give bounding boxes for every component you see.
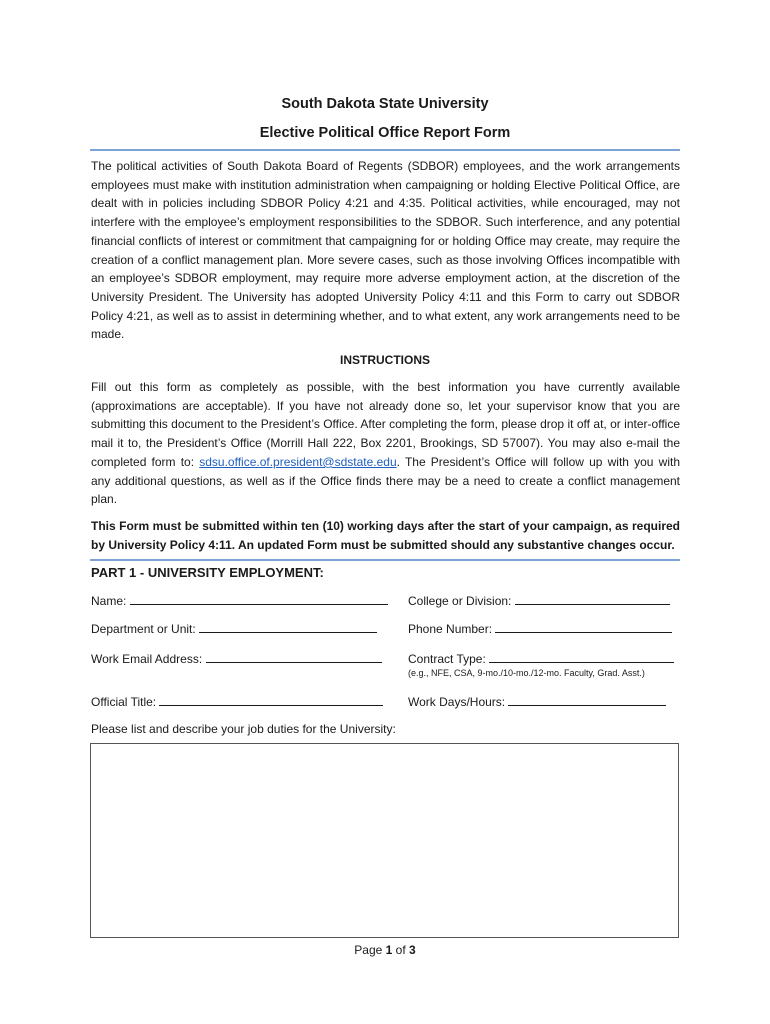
work-days-input-line[interactable] [508, 694, 666, 706]
official-title-input-line[interactable] [159, 694, 383, 706]
official-title-label: Official Title: [91, 695, 157, 709]
official-title-field [91, 694, 383, 709]
instructions-paragraph [91, 378, 680, 509]
job-duties-label: Please list and describe your job duties for the University: [91, 722, 396, 736]
form-title: Elective Political Office Report Form [259, 125, 511, 141]
submission-notice: This Form must be submitted within ten (10) working days after the start of your campaign, as required by University Policy 4:11. An updated Form must be submitted should any substantive changes occur. [91, 519, 680, 552]
name-field [91, 593, 388, 608]
contract-type-input-line[interactable] [489, 651, 674, 663]
college-field [408, 593, 670, 608]
contract-type-label: Contract Type: [408, 652, 486, 666]
title-divider [90, 149, 680, 151]
work-email-input-line[interactable] [206, 651, 382, 663]
work-email-field [91, 651, 382, 666]
page-current: 1 [385, 943, 393, 957]
page-total: 3 [409, 943, 416, 957]
contract-type-hint: (e.g., NFE, CSA, 9-mo./10-mo./12-mo. Faculty, Grad. Asst.) [408, 668, 645, 678]
part1-heading: PART 1 - UNIVERSITY EMPLOYMENT: [91, 565, 324, 580]
of-word: of [395, 943, 406, 957]
phone-field [408, 621, 672, 636]
job-duties-textbox[interactable] [90, 743, 679, 938]
instructions-heading: INSTRUCTIONS [340, 353, 430, 367]
department-label: Department or Unit: [91, 622, 196, 636]
name-label: Name: [91, 594, 127, 608]
phone-input-line[interactable] [495, 621, 672, 633]
college-input-line[interactable] [515, 593, 670, 605]
work-email-label: Work Email Address: [91, 652, 203, 666]
contract-type-field [408, 651, 674, 666]
work-days-field [408, 694, 666, 709]
college-label: College or Division: [408, 594, 512, 608]
department-field [91, 621, 377, 636]
instructions-text-start: Fill out this form as completely as possible, with the best information you have currently available (approximations are acceptable). If you have not already done so, let your supervisor know that you are submitting this document to the President’s Office. After completing the form, please drop it off at, or inter-office mail it to, the President’s Office (Morrill Hall 222, Box 2201, Brookings, SD 57007). You may also e-mail the completed form to: [91, 380, 680, 469]
notice-divider [90, 559, 680, 561]
intro-paragraph: The political activities of South Dakota Board of Regents (SDBOR) employees, and the work arrangements employees must make with institution administration when campaigning or holding Elective Political Office, are dealt with in policies including SDBOR Policy 4:21 and 4:35. Political activities, while encouraged, may not interfere with the employee’s employment responsibilities to the SDBOR. Such interference, and any potential financial conflicts of interest or commitment that campaigning for or holding Office may create, may require the creation of a conflict management plan. More severe cases, such as those involving Offices incompatible with an employee’s SDBOR employment, may require more adverse employment action, at the discretion of the University President. The University has adopted University Policy 4:11 and this Form to carry out SDBOR Policy 4:21, as well as to assist in determining whether, and to what extent, any work arrangements need to be made. [91, 159, 680, 342]
phone-label: Phone Number: [408, 622, 493, 636]
page-word: Page [354, 943, 383, 957]
instructions-text-end: . The President’s Office will follow up with you with any additional questions, as well as if the Office finds there may be a need to create a conflict management plan. [91, 454, 680, 507]
name-input-line[interactable] [130, 593, 388, 605]
president-email-link[interactable]: sdsu.office.of.president@sdstate.edu [199, 454, 397, 469]
page-number [0, 943, 770, 957]
work-days-label: Work Days/Hours: [408, 695, 506, 709]
department-input-line[interactable] [199, 621, 377, 633]
university-name: South Dakota State University [281, 96, 489, 112]
